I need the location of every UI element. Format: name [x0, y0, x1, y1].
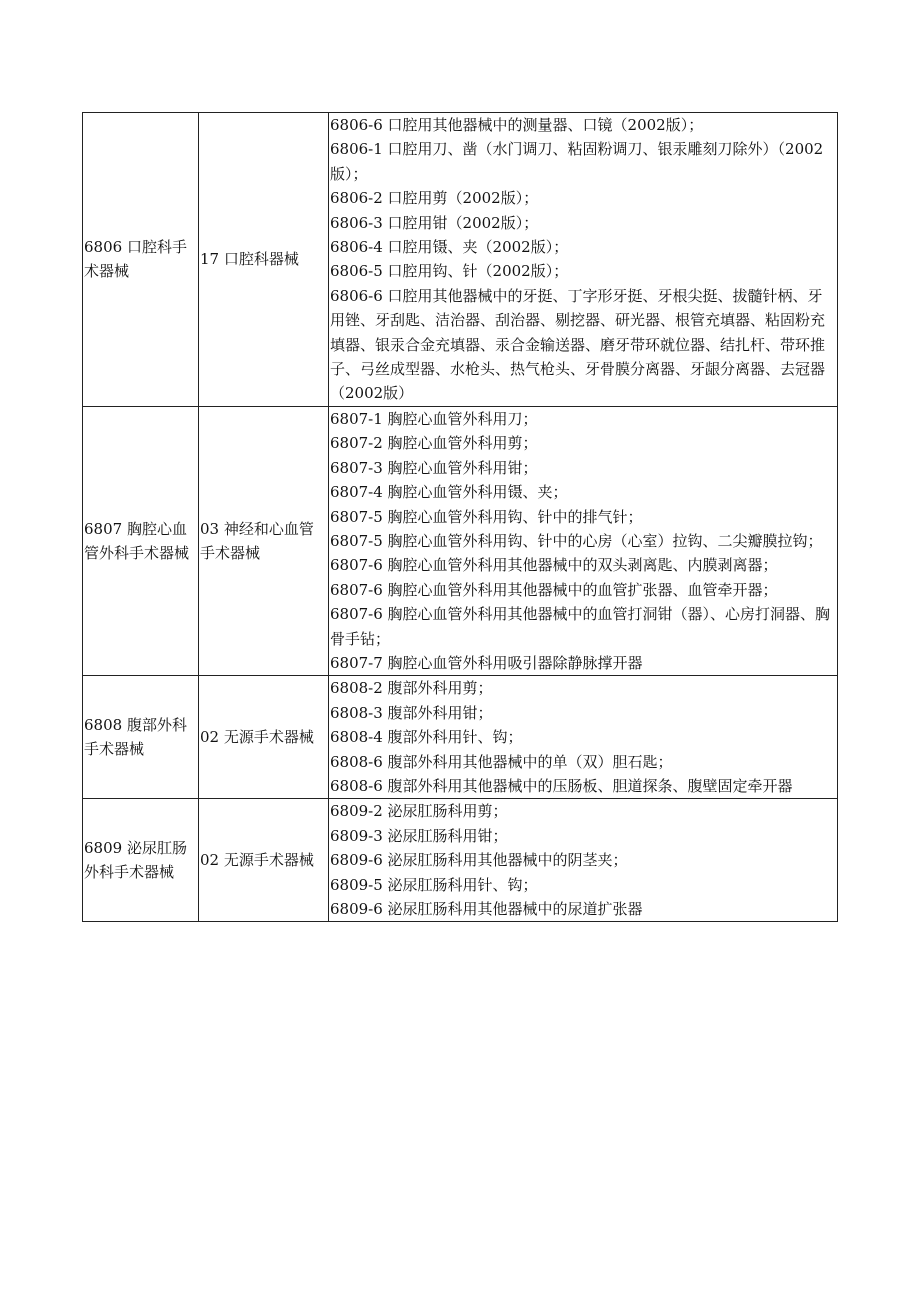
device-item: 6808-2 腹部外科用剪； — [330, 679, 493, 698]
device-item: 6809-5 泌尿肛肠科用针、钩； — [330, 875, 538, 894]
device-item: 6809-6 泌尿肛肠科用其他器械中的阴茎夹； — [330, 851, 628, 870]
device-item: 6806-3 口腔用钳（2002版）； — [330, 213, 539, 232]
new-category-cell: 03 神经和心血管手术器械 — [199, 406, 329, 675]
device-item: 6807-2 胸腔心血管外科用剪； — [330, 434, 538, 453]
device-item: 6809-2 泌尿肛肠科用剪； — [330, 802, 508, 821]
device-item: 6807-5 胸腔心血管外科用钩、针中的心房（心室）拉钩、二尖瓣膜拉钩； — [330, 531, 823, 550]
device-items-cell — [329, 113, 838, 407]
device-item: 6806-6 口腔用其他器械中的牙挺、丁字形牙挺、牙根尖挺、拔髓针柄、牙用锉、牙刮匙、洁治器、刮治器、剔挖器、研光器、根管充填器、粘固粉充填器、银汞合金充填器、汞合金输送器、磨牙带环就位器、结扎杆、带环推子、弓丝成型器、水枪头、热气枪头、牙骨膜分离器、牙龈分离器、去冠器（2002版） — [330, 286, 826, 403]
device-item: 6807-6 胸腔心血管外科用其他器械中的血管打洞钳（器）、心房打洞器、胸骨手钻； — [330, 605, 831, 648]
device-items-cell — [329, 676, 838, 799]
device-item: 6809-6 泌尿肛肠科用其他器械中的尿道扩张器 — [330, 900, 643, 918]
new-category-cell: 02 无源手术器械 — [199, 799, 329, 922]
new-category-cell: 02 无源手术器械 — [199, 676, 329, 799]
device-item: 6806-1 口腔用刀、凿（水门调刀、粘固粉调刀、银汞雕刻刀除外）（2002版）； — [330, 140, 824, 183]
table-body — [83, 113, 838, 922]
table-row — [83, 406, 838, 675]
device-item: 6806-2 口腔用剪（2002版）； — [330, 189, 539, 208]
device-item: 6808-6 腹部外科用其他器械中的压肠板、胆道探条、腹壁固定牵开器 — [330, 776, 793, 795]
device-item: 6807-1 胸腔心血管外科用刀； — [330, 409, 538, 428]
device-item: 6807-7 胸腔心血管外科用吸引器除静脉撑开器 — [330, 653, 643, 672]
device-item: 6807-4 胸腔心血管外科用镊、夹； — [330, 483, 568, 502]
old-category-cell: 6808 腹部外科手术器械 — [83, 676, 199, 799]
classification-table — [82, 112, 838, 922]
device-item: 6806-5 口腔用钩、针（2002版）； — [330, 262, 569, 281]
device-items-cell — [329, 406, 838, 675]
device-item: 6808-3 腹部外科用钳； — [330, 703, 493, 722]
device-item: 6806-6 口腔用其他器械中的测量器、口镜（2002版）； — [330, 116, 704, 134]
device-item: 6807-6 胸腔心血管外科用其他器械中的血管扩张器、血管牵开器； — [330, 580, 778, 599]
device-item: 6808-6 腹部外科用其他器械中的单（双）胆石匙； — [330, 752, 673, 771]
table-row — [83, 676, 838, 799]
device-item: 6809-3 泌尿肛肠科用钳； — [330, 826, 508, 845]
table-row — [83, 113, 838, 407]
device-item: 6808-4 腹部外科用针、钩； — [330, 728, 523, 747]
old-category-cell: 6806 口腔科手术器械 — [83, 113, 199, 407]
device-item: 6807-6 胸腔心血管外科用其他器械中的双头剥离匙、内膜剥离器； — [330, 556, 778, 575]
new-category-cell: 17 口腔科器械 — [199, 113, 329, 407]
old-category-cell: 6809 泌尿肛肠外科手术器械 — [83, 799, 199, 922]
device-item: 6807-3 胸腔心血管外科用钳； — [330, 458, 538, 477]
device-item: 6806-4 口腔用镊、夹（2002版）； — [330, 238, 569, 257]
old-category-cell: 6807 胸腔心血管外科手术器械 — [83, 406, 199, 675]
device-items-cell — [329, 799, 838, 922]
device-item: 6807-5 胸腔心血管外科用钩、针中的排气针； — [330, 507, 643, 526]
table-row — [83, 799, 838, 922]
